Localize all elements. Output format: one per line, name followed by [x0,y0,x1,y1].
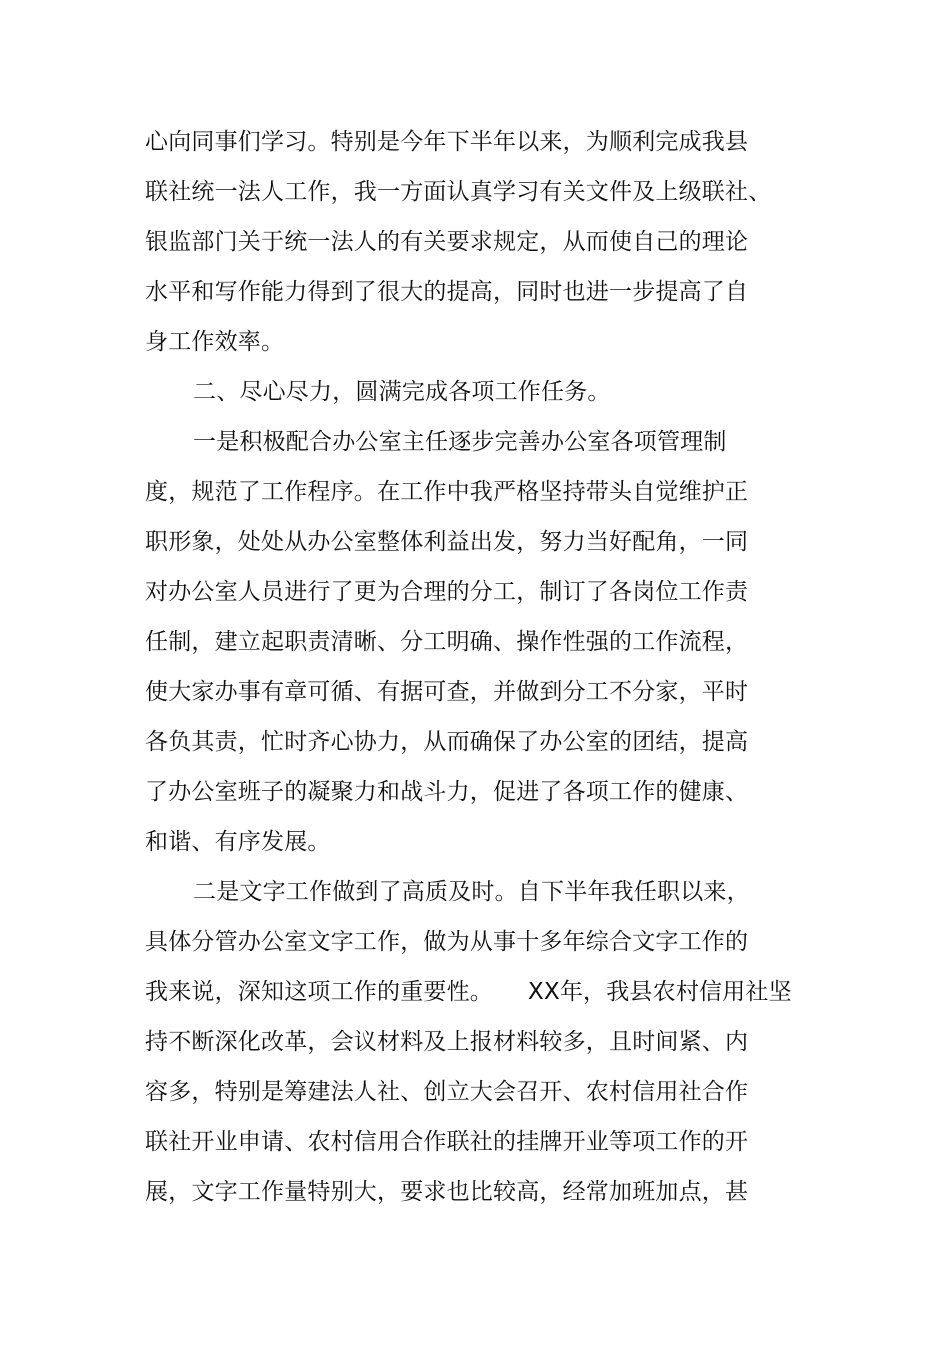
text-line: 任制，建立起职责清晰、分工明确、操作性强的工作流程， [145,629,749,655]
text-line: 水平和写作能力得到了很大的提高，同时也进一步提高了自 [145,279,749,305]
text-line: 对办公室人员进行了更为合理的分工，制订了各岗位工作责 [145,579,749,605]
text-line: 和谐、有序发展。 [145,829,331,855]
text-line: 联社开业申请、农村信用合作联社的挂牌开业等项工作的开 [145,1129,749,1155]
text-line: 使大家办事有章可循、有据可查，并做到分工不分家，平时 [145,679,749,705]
text-line: 了办公室班子的凝聚力和战斗力，促进了各项工作的健康、 [145,779,749,805]
text-line: 具体分管办公室文字工作，做为从事十多年综合文字工作的 [145,929,749,955]
text-line: 身工作效率。 [145,329,285,355]
text-line: 容多，特别是筹建法人社、创立大会召开、农村信用社合作 [145,1079,749,1105]
text-line: 持不断深化改革，会议材料及上报材料较多，且时间紧、内 [145,1029,749,1055]
text-line: 银监部门关于统一法人的有关要求规定，从而使自己的理论 [145,229,749,255]
text-line: 联社统一法人工作，我一方面认真学习有关文件及上级联社、 [145,179,772,205]
text-line: 职形象，处处从办公室整体利益出发，努力当好配角，一同 [145,529,749,555]
text-line: 我来说，深知这项工作的重要性。 XX年，我县农村信用社坚 [145,979,792,1005]
text-line: 展，文字工作量特别大，要求也比较高，经常加班加点，甚 [145,1179,749,1205]
paragraph-start: 一是积极配合办公室主任逐步完善办公室各项管理制 [193,429,727,455]
text-line: 各负其责，忙时齐心协力，从而确保了办公室的团结，提高 [145,729,749,755]
paragraph-start: 二是文字工作做到了高质及时。自下半年我任职以来， [193,879,750,905]
text-line: 度，规范了工作程序。在工作中我严格坚持带头自觉维护正 [145,479,749,505]
text-line: 心向同事们学习。特别是今年下半年以来，为顺利完成我县 [145,129,749,155]
section-heading: 二、尽心尽力，圆满完成各项工作任务。 [193,379,611,405]
